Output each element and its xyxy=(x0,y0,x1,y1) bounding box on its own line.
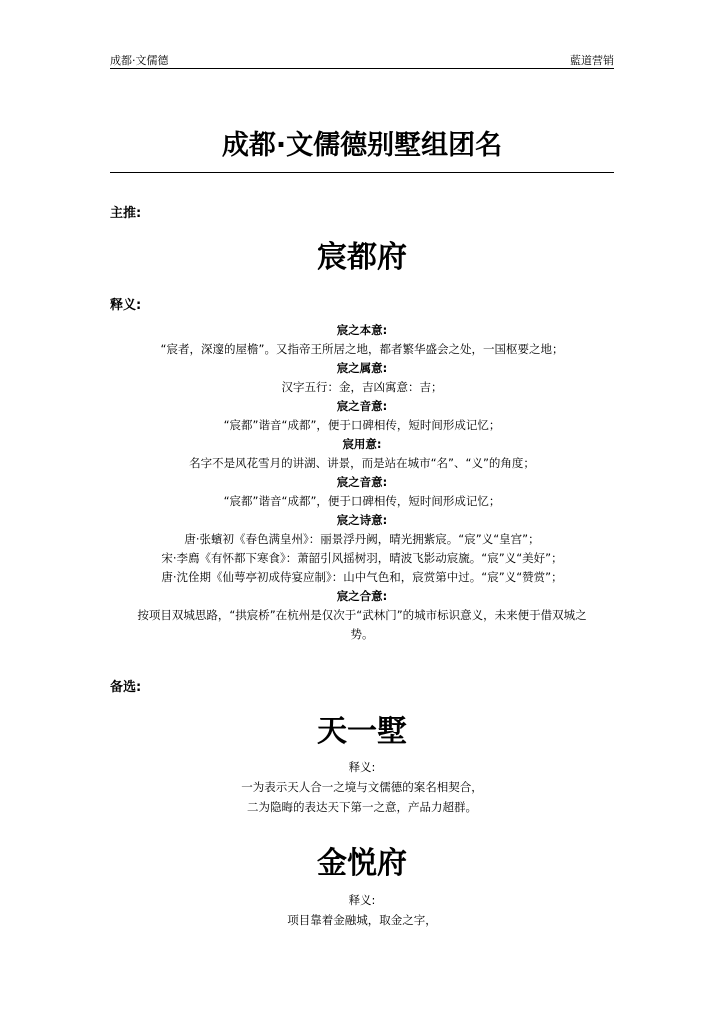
alternates-label: 备选: xyxy=(110,680,142,695)
section-heading: 宸之属意: xyxy=(336,361,388,375)
page-header xyxy=(110,50,614,69)
section-line: 名字不是风花雪月的讲湖、讲景，而是站在城市“名”、“义”的角度； xyxy=(189,456,535,470)
alternate-explain-block xyxy=(110,757,614,817)
section-line: 唐·沈佺期《仙萼亭初成侍宴应制》：山中气色和，宸赏第中过。“宸”义“赞赏”； xyxy=(161,570,563,584)
page-title: 成都·文儒德别墅组团名 xyxy=(110,128,614,173)
alternate-line: 项目靠着金融城，取金之字， xyxy=(287,913,437,927)
section-line: 汉字五行：金，吉凶寓意：吉； xyxy=(281,380,443,394)
section-line: “宸都”谐音“成都”，便于口碑相传，短时间形成记忆； xyxy=(223,494,501,508)
main-pick-label: 主推: xyxy=(110,206,142,221)
section-heading: 宸之合意: xyxy=(336,589,388,603)
alternate-name: 天一墅 xyxy=(317,714,407,749)
section-heading: 宸之音意: xyxy=(336,399,388,413)
section-line: “宸都”谐音“成都”，便于口碑相传，短时间形成记忆； xyxy=(223,418,501,432)
explain-label: 释义: xyxy=(110,298,142,313)
section-heading: 宸之诗意: xyxy=(336,513,388,527)
section-heading: 宸之本意: xyxy=(336,323,388,337)
alternate-line: 二为隐晦的表达天下第一之意，产品力超群。 xyxy=(247,800,477,814)
section-line: 宋·李廌《有怀都下寒食》：萧韶引风摇树羽，晴波飞影动宸旒。“宸”义“美好”； xyxy=(161,551,563,565)
section-heading: 宸之音意: xyxy=(336,475,388,489)
section-line: “宸者，深邃的屋檐”。又指帝王所居之地，都者繁华盛会之处，一国枢要之地； xyxy=(160,342,564,356)
alternate-explain-block xyxy=(110,890,614,930)
alternate-explain-label: 释义: xyxy=(348,893,376,907)
explanation-block xyxy=(110,321,614,644)
alternate-line: 一为表示天人合一之境与文儒德的案名相契合， xyxy=(241,780,483,794)
alternate-name: 金悦府 xyxy=(317,846,407,881)
section-line: 势。 xyxy=(350,627,374,641)
main-pick-name: 宸都府 xyxy=(317,240,407,275)
section-line: 按项目双城思路，“拱宸桥”在杭州是仅次于“武林门”的城市标识意义，未来便于借双城之 xyxy=(137,608,587,622)
alternate-explain-label: 释义: xyxy=(348,760,376,774)
section-line: 唐·张蠙初《春色满皇州》：丽景浮丹阙，晴光拥紫宸。“宸”义“皇宫”； xyxy=(184,532,540,546)
section-heading: 宸用意: xyxy=(342,437,382,451)
header-left: 成都·文儒德 xyxy=(110,54,169,67)
header-right: 藍道营销 xyxy=(570,54,614,67)
